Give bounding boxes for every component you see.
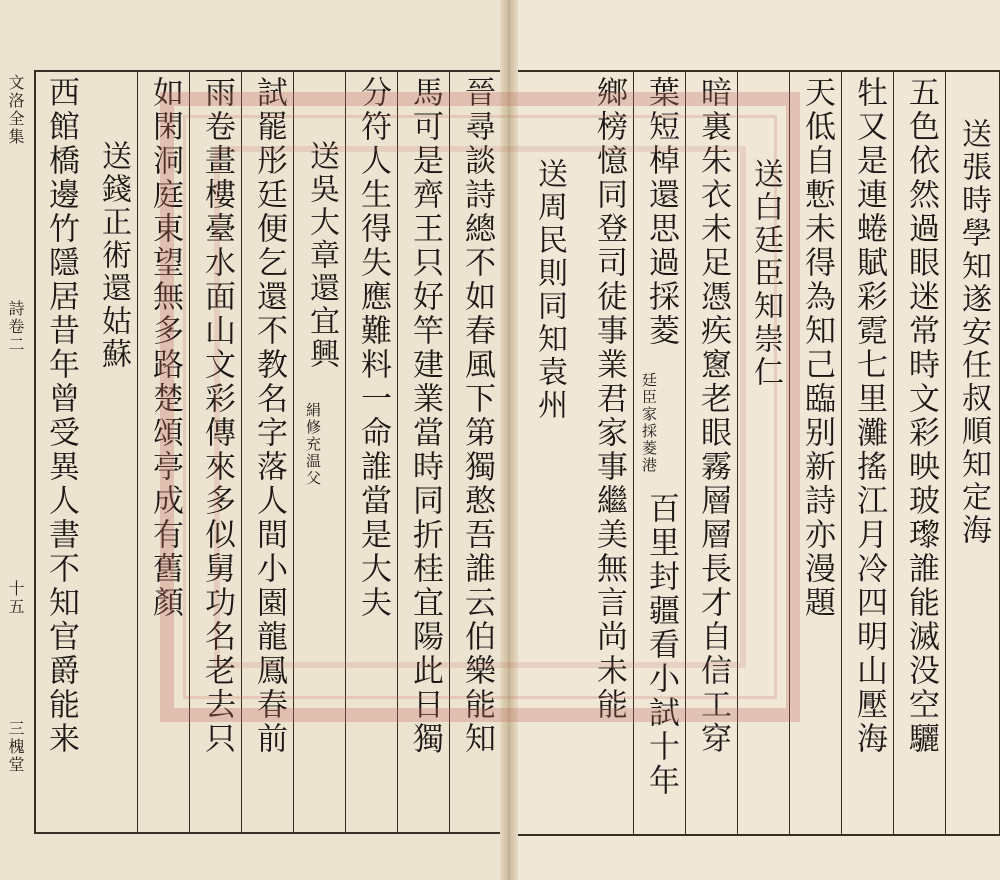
right-column-4 [790,72,842,834]
right-column-2 [894,72,946,834]
left-column-9 [36,72,86,832]
left-column-3-text: 分符人生得失應難料一命誰當是大夫 [355,76,391,620]
left-column-6-text: 雨卷畫樓臺水面山文彩傳來多似舅功名老去只 [199,76,235,756]
left-column-6 [190,72,242,832]
book-spine [500,0,518,880]
poem-title-bai: 送白廷臣知崇仁 [748,158,783,389]
right-column-6 [686,72,738,834]
right-column-9 [516,72,582,834]
poem-title-zhang: 送張時學知遂安任叔順知定海 [956,118,991,547]
title-note-wu: 絹修充温父 [304,402,322,487]
right-page [508,0,1000,880]
left-text-frame [34,70,504,834]
right-column-7 [634,72,686,834]
left-column-4 [294,72,346,832]
right-column-4-text: 天低自慙未得為知己臨别新詩亦漫題 [799,76,835,620]
right-column-8-text: 鄉榜憶同登司徒事業君家事繼美無言尚未能 [591,76,627,722]
studio-name: 三槐堂 [6,720,25,774]
right-column-1 [946,72,1000,834]
left-column-8 [86,72,138,832]
inline-note-bai: 廷臣家採菱港 [640,372,658,474]
left-column-7 [138,72,190,832]
right-column-3-text: 牡又是連蜷賦彩霓七里灘搖江月冷四明山壓海 [851,76,887,756]
right-column-5 [738,72,790,834]
book-title-margin: 文洛全集 [6,74,25,146]
left-column-1 [450,72,504,832]
poem-title-zhou: 送周民則同知袁州 [532,158,567,422]
left-column-2-text: 馬可是齊王只好竿建業當時同折桂宜陽此日獨 [407,76,443,756]
section-margin: 詩卷二 [6,300,25,354]
right-column-2-text: 五色依然過眼迷常時文彩映玻瓈誰能滅没空驪 [903,76,939,756]
left-column-7-text: 如閑洞庭東望無多路楚頌亭成有舊顏 [147,76,183,620]
right-text-frame [516,70,1000,836]
right-column-3 [842,72,894,834]
right-column-7-tail: 百里封疆看小試十年 [643,492,679,798]
left-column-5-text: 試罷彤廷便乞還不教名字落人間小園龍鳳春前 [251,76,287,756]
left-column-9-text: 西館橋邊竹隱居昔年曾受異人書不知官爵能来 [43,76,79,756]
folio-number: 十五 [6,580,25,616]
right-column-6-text: 暗裏朱衣未足憑疾窻老眼霧層層長才自信工穿 [695,76,731,756]
left-column-3 [346,72,398,832]
poem-title-wu: 送吳大章還宜興 [304,140,339,371]
right-column-7-text: 葉短棹還思過採菱 [643,76,679,348]
right-column-8 [582,72,634,834]
left-column-2 [398,72,450,832]
left-column-1-text: 晉尋談詩總不如春風下第獨憨吾誰云伯樂能知 [459,76,495,756]
poem-title-qian: 送錢正術還姑蘇 [96,140,131,371]
left-column-5 [242,72,294,832]
